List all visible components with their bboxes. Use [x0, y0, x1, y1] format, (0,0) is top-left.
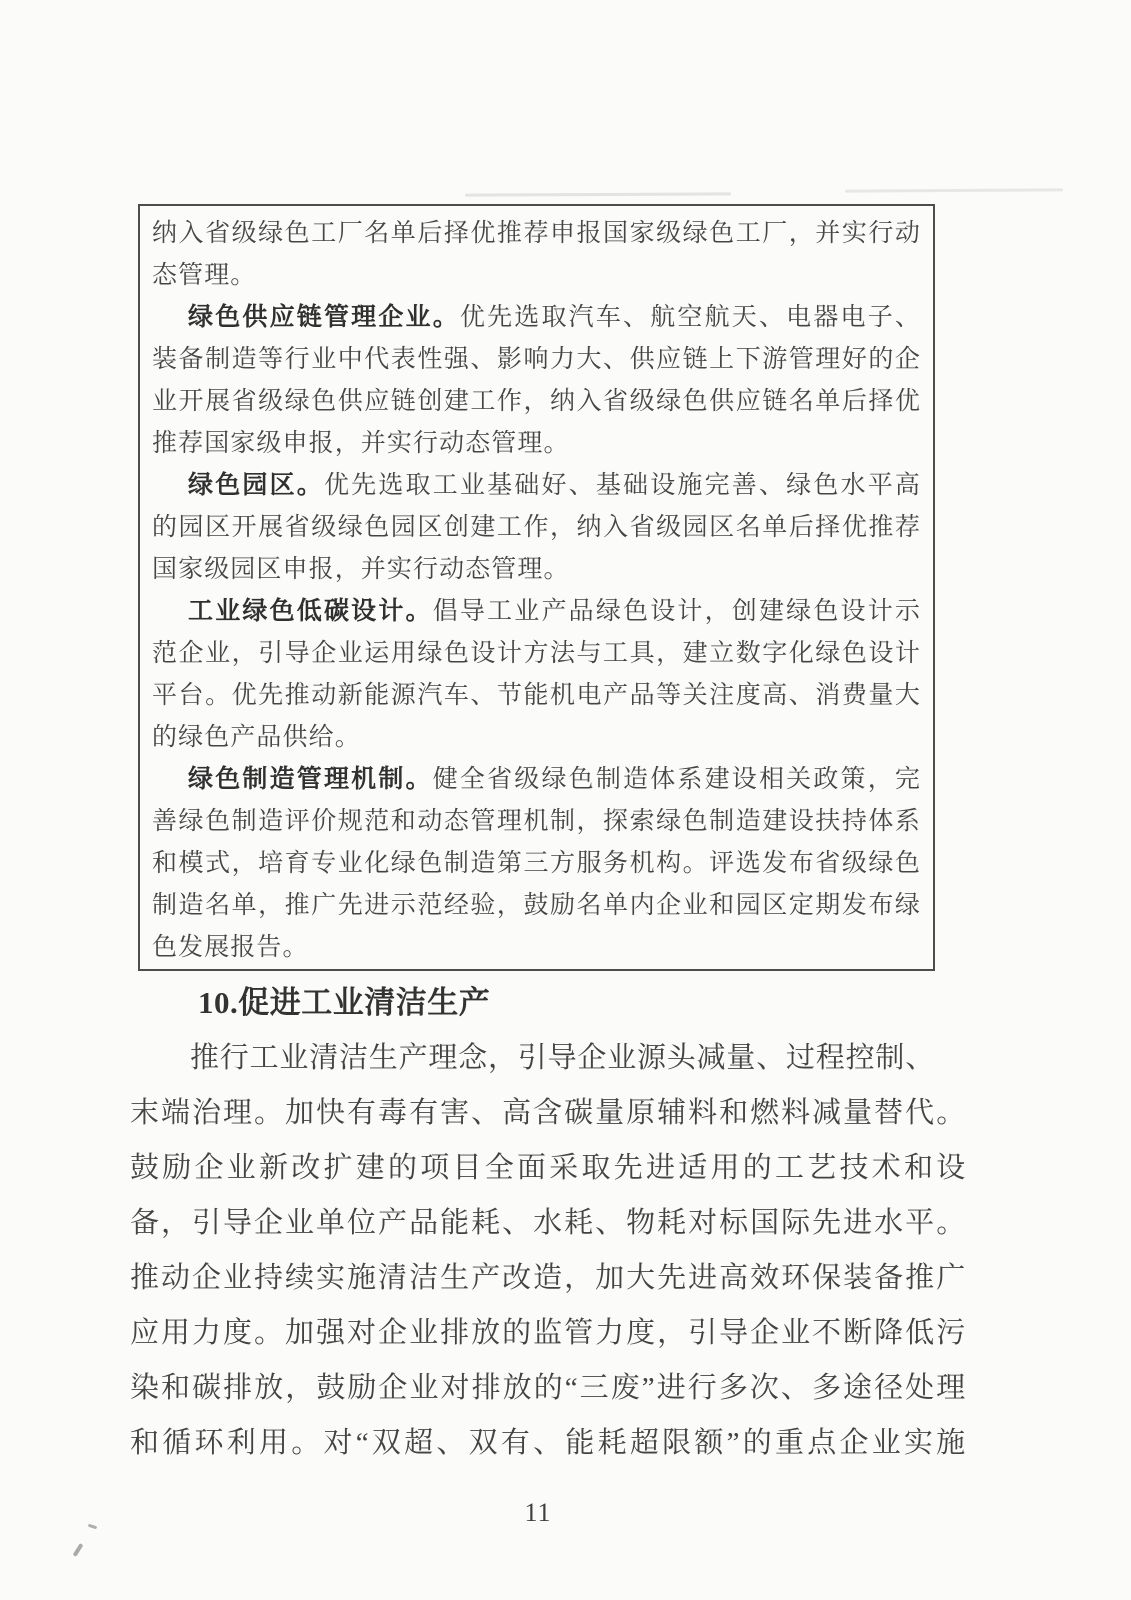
- body-text-line: 染和碳排放，鼓励企业对排放的“三废”进行多次、多途径处理: [130, 1372, 966, 1404]
- body-paragraph: [130, 1031, 966, 1471]
- page-number: 11: [524, 1498, 552, 1527]
- box-text-line: 推荐国家级申报，并实行动态管理。: [152, 430, 570, 457]
- body-text-line: 末端治理。加快有毒有害、高含碳量原辅料和燃料减量替代。: [130, 1097, 966, 1129]
- box-text-line: 的园区开展省级绿色园区创建工作，纳入省级园区名单后择优推荐: [152, 514, 921, 541]
- box-text-line: 纳入省级绿色工厂名单后择优推荐申报国家级绿色工厂，并实行动: [152, 220, 921, 247]
- paragraph-lead-green-supply-chain: 绿色供应链管理企业。: [188, 304, 460, 331]
- box-text-line: [152, 591, 921, 633]
- box-text-line: 平台。优先推动新能源汽车、节能机电产品等关注度高、消费量大: [152, 682, 921, 709]
- body-text-line: 推行工业清洁生产理念，引导企业源头减量、过程控制、: [190, 1042, 936, 1074]
- box-text-line: 业开展省级绿色供应链创建工作，纳入省级绿色供应链名单后择优: [152, 388, 921, 415]
- body-text-line: 鼓励企业新改扩建的项目全面采取先进适用的工艺技术和设: [130, 1152, 966, 1184]
- box-text-segment: 优先选取工业基础好、基础设施完善、绿色水平高: [323, 472, 921, 499]
- box-text-line: 范企业，引导企业运用绿色设计方法与工具，建立数字化绿色设计: [152, 640, 921, 667]
- box-text-line: 善绿色制造评价规范和动态管理机制，探索绿色制造建设扶持体系: [152, 808, 921, 835]
- box-text-line: 态管理。: [152, 262, 257, 289]
- body-text-line: 备，引导企业单位产品能耗、水耗、物耗对标国际先进水平。: [130, 1207, 966, 1239]
- body-text-line: 应用力度。加强对企业排放的监管力度，引导企业不断降低污: [130, 1317, 966, 1349]
- box-text-segment: 优先选取汽车、航空航天、电器电子、: [459, 304, 921, 331]
- box-text-line: 国家级园区申报，并实行动态管理。: [152, 556, 570, 583]
- box-text-line: 制造名单，推广先进示范经验，鼓励名单内企业和园区定期发布绿: [152, 892, 921, 919]
- paragraph-lead-green-management: 绿色制造管理机制。: [188, 766, 433, 793]
- box-text-line: 装备制造等行业中代表性强、影响力大、供应链上下游管理好的企: [152, 346, 921, 373]
- paragraph-lead-green-design: 工业绿色低碳设计。: [188, 598, 433, 625]
- scan-artifact-line: [465, 192, 731, 196]
- box-text-line: 和模式，培育专业化绿色制造第三方服务机构。评选发布省级绿色: [152, 850, 921, 877]
- body-text-line: 和循环利用。对“双超、双有、能耗超限额”的重点企业实施: [130, 1427, 966, 1459]
- box-text-line: 的绿色产品供给。: [152, 724, 361, 751]
- box-text-segment: 倡导工业产品绿色设计，创建绿色设计示: [432, 598, 921, 625]
- box-text-segment: 健全省级绿色制造体系建设相关政策，完: [432, 766, 921, 793]
- box-text-line: [152, 465, 921, 507]
- paragraph-lead-green-park: 绿色园区。: [188, 472, 324, 499]
- box-text-line: 色发展报告。: [152, 934, 309, 961]
- scan-artifact-line: [845, 188, 1063, 192]
- box-text-line: [152, 297, 921, 339]
- green-manufacturing-text-box: [138, 204, 935, 971]
- scan-artifact-speck: [73, 1543, 84, 1557]
- section-heading-10: 10.促进工业清洁生产: [198, 985, 491, 1020]
- body-text-line: 推动企业持续实施清洁生产改造，加大先进高效环保装备推广: [130, 1262, 966, 1294]
- box-text-line: [152, 759, 921, 801]
